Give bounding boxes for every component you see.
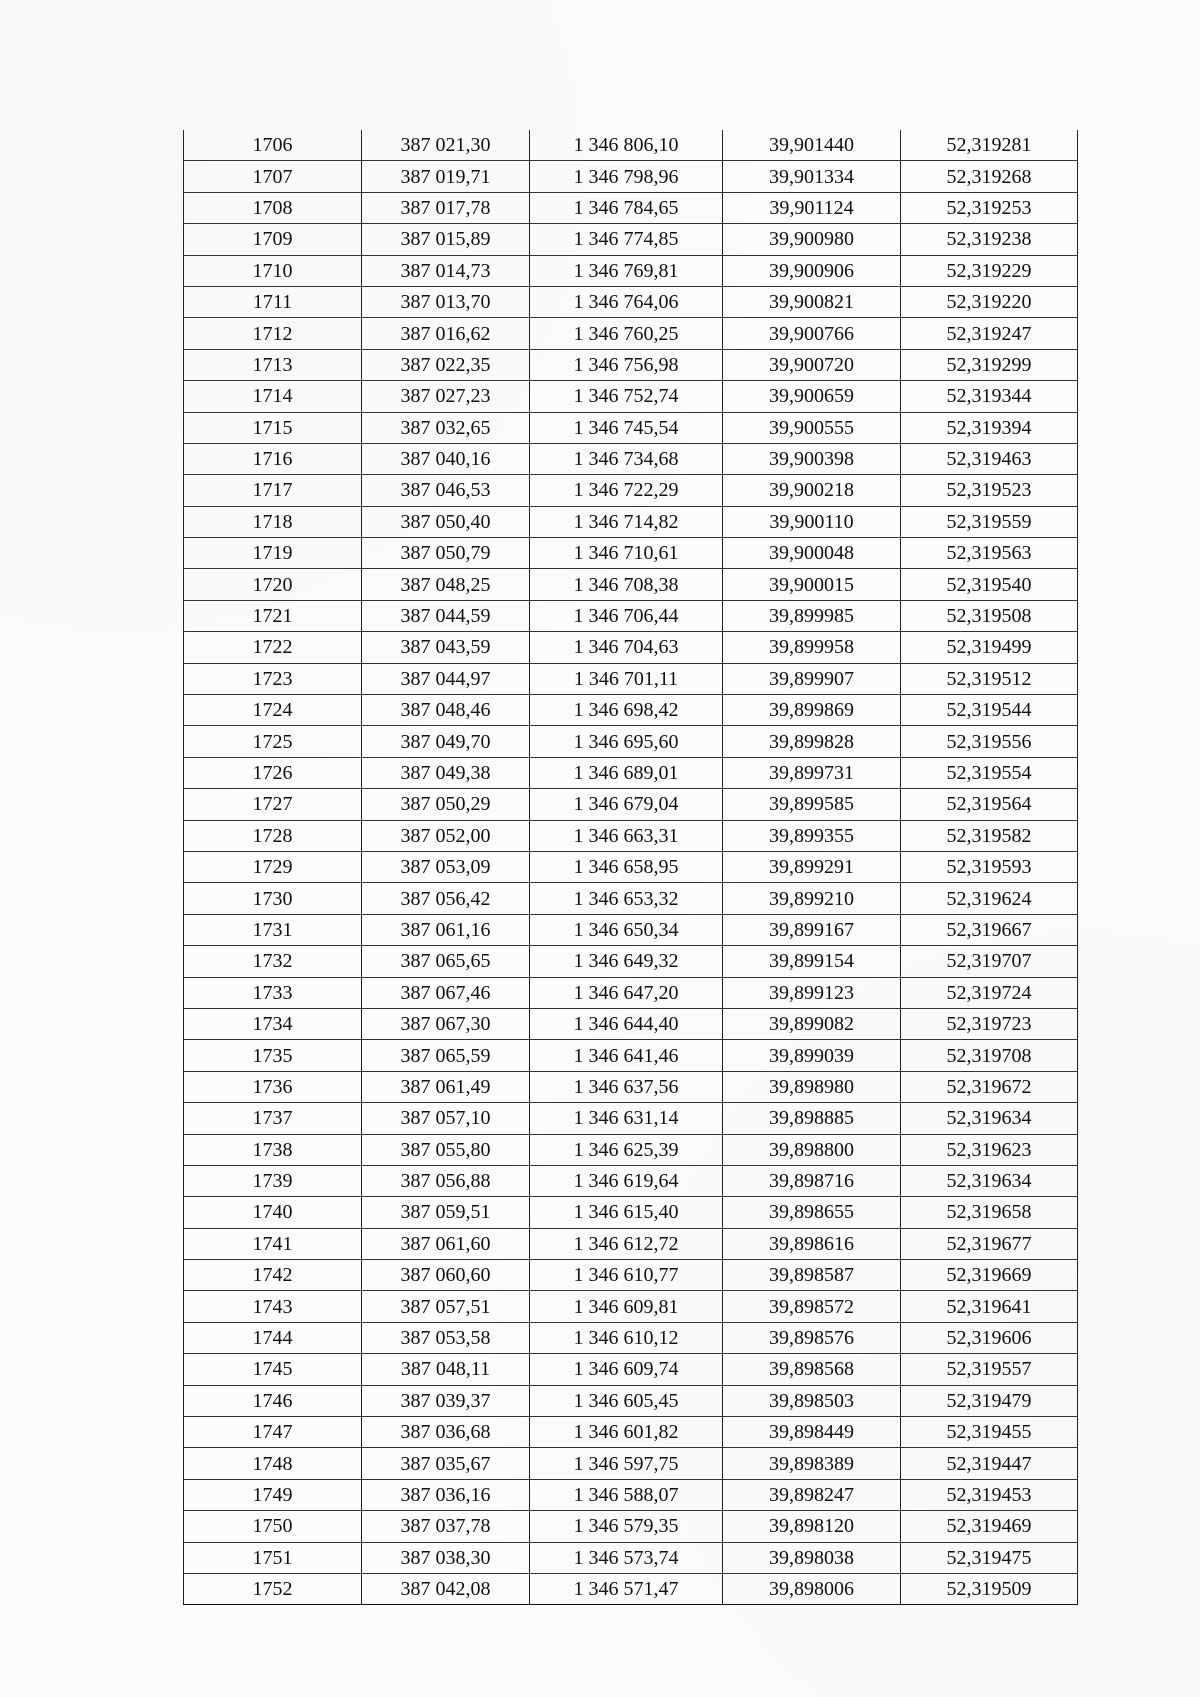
point-number-cell: 1739: [184, 1165, 362, 1196]
x-coordinate-cell: 387 044,97: [362, 663, 530, 694]
x-coordinate-cell: 387 015,89: [362, 224, 530, 255]
longitude-cell: 39,898655: [723, 1197, 901, 1228]
table-row: [184, 1322, 1078, 1353]
x-coordinate-cell: 387 050,79: [362, 538, 530, 569]
longitude-cell: 39,900048: [723, 538, 901, 569]
y-coordinate-cell: 1 346 722,29: [530, 475, 723, 506]
longitude-cell: 39,901440: [723, 130, 901, 161]
latitude-cell: 52,319582: [901, 820, 1078, 851]
table-row: [184, 632, 1078, 663]
latitude-cell: 52,319463: [901, 443, 1078, 474]
y-coordinate-cell: 1 346 631,14: [530, 1103, 723, 1134]
point-number-cell: 1752: [184, 1573, 362, 1604]
longitude-cell: 39,899869: [723, 695, 901, 726]
table-row: [184, 883, 1078, 914]
latitude-cell: 52,319509: [901, 1573, 1078, 1604]
table-row: [184, 318, 1078, 349]
point-number-cell: 1743: [184, 1291, 362, 1322]
x-coordinate-cell: 387 056,88: [362, 1165, 530, 1196]
latitude-cell: 52,319593: [901, 851, 1078, 882]
table-row: [184, 1008, 1078, 1039]
table-row: [184, 1417, 1078, 1448]
x-coordinate-cell: 387 027,23: [362, 381, 530, 412]
y-coordinate-cell: 1 346 714,82: [530, 506, 723, 537]
table-row: [184, 349, 1078, 380]
y-coordinate-cell: 1 346 689,01: [530, 757, 723, 788]
latitude-cell: 52,319512: [901, 663, 1078, 694]
point-number-cell: 1718: [184, 506, 362, 537]
y-coordinate-cell: 1 346 806,10: [530, 130, 723, 161]
y-coordinate-cell: 1 346 601,82: [530, 1417, 723, 1448]
x-coordinate-cell: 387 039,37: [362, 1385, 530, 1416]
point-number-cell: 1724: [184, 695, 362, 726]
y-coordinate-cell: 1 346 625,39: [530, 1134, 723, 1165]
table-row: [184, 224, 1078, 255]
longitude-cell: 39,900110: [723, 506, 901, 537]
point-number-cell: 1741: [184, 1228, 362, 1259]
x-coordinate-cell: 387 050,29: [362, 789, 530, 820]
latitude-cell: 52,319634: [901, 1103, 1078, 1134]
latitude-cell: 52,319634: [901, 1165, 1078, 1196]
table-row: [184, 569, 1078, 600]
point-number-cell: 1716: [184, 443, 362, 474]
table-row: [184, 475, 1078, 506]
x-coordinate-cell: 387 042,08: [362, 1573, 530, 1604]
point-number-cell: 1737: [184, 1103, 362, 1134]
y-coordinate-cell: 1 346 597,75: [530, 1448, 723, 1479]
point-number-cell: 1733: [184, 977, 362, 1008]
y-coordinate-cell: 1 346 760,25: [530, 318, 723, 349]
coordinates-table-body: [184, 130, 1078, 1605]
y-coordinate-cell: 1 346 605,45: [530, 1385, 723, 1416]
longitude-cell: 39,901124: [723, 192, 901, 223]
point-number-cell: 1742: [184, 1260, 362, 1291]
x-coordinate-cell: 387 022,35: [362, 349, 530, 380]
longitude-cell: 39,900766: [723, 318, 901, 349]
point-number-cell: 1725: [184, 726, 362, 757]
table-row: [184, 757, 1078, 788]
table-row: [184, 600, 1078, 631]
longitude-cell: 39,900218: [723, 475, 901, 506]
y-coordinate-cell: 1 346 679,04: [530, 789, 723, 820]
x-coordinate-cell: 387 036,16: [362, 1479, 530, 1510]
x-coordinate-cell: 387 060,60: [362, 1260, 530, 1291]
y-coordinate-cell: 1 346 695,60: [530, 726, 723, 757]
point-number-cell: 1726: [184, 757, 362, 788]
latitude-cell: 52,319247: [901, 318, 1078, 349]
x-coordinate-cell: 387 040,16: [362, 443, 530, 474]
latitude-cell: 52,319554: [901, 757, 1078, 788]
longitude-cell: 39,898616: [723, 1228, 901, 1259]
point-number-cell: 1744: [184, 1322, 362, 1353]
x-coordinate-cell: 387 019,71: [362, 161, 530, 192]
table-row: [184, 1071, 1078, 1102]
point-number-cell: 1750: [184, 1511, 362, 1542]
latitude-cell: 52,319623: [901, 1134, 1078, 1165]
point-number-cell: 1751: [184, 1542, 362, 1573]
table-row: [184, 130, 1078, 161]
table-row: [184, 1573, 1078, 1604]
x-coordinate-cell: 387 067,30: [362, 1008, 530, 1039]
longitude-cell: 39,899082: [723, 1008, 901, 1039]
y-coordinate-cell: 1 346 769,81: [530, 255, 723, 286]
longitude-cell: 39,898389: [723, 1448, 901, 1479]
x-coordinate-cell: 387 035,67: [362, 1448, 530, 1479]
y-coordinate-cell: 1 346 641,46: [530, 1040, 723, 1071]
latitude-cell: 52,319669: [901, 1260, 1078, 1291]
latitude-cell: 52,319624: [901, 883, 1078, 914]
point-number-cell: 1747: [184, 1417, 362, 1448]
table-row: [184, 1040, 1078, 1071]
point-number-cell: 1712: [184, 318, 362, 349]
x-coordinate-cell: 387 050,40: [362, 506, 530, 537]
y-coordinate-cell: 1 346 588,07: [530, 1479, 723, 1510]
coordinates-table: [183, 130, 1078, 1605]
x-coordinate-cell: 387 065,65: [362, 946, 530, 977]
point-number-cell: 1715: [184, 412, 362, 443]
y-coordinate-cell: 1 346 647,20: [530, 977, 723, 1008]
longitude-cell: 39,899167: [723, 914, 901, 945]
table-row: [184, 381, 1078, 412]
latitude-cell: 52,319724: [901, 977, 1078, 1008]
x-coordinate-cell: 387 048,11: [362, 1354, 530, 1385]
y-coordinate-cell: 1 346 706,44: [530, 600, 723, 631]
latitude-cell: 52,319564: [901, 789, 1078, 820]
table-row: [184, 820, 1078, 851]
point-number-cell: 1711: [184, 286, 362, 317]
table-row: [184, 192, 1078, 223]
table-row: [184, 663, 1078, 694]
point-number-cell: 1714: [184, 381, 362, 412]
y-coordinate-cell: 1 346 745,54: [530, 412, 723, 443]
longitude-cell: 39,899731: [723, 757, 901, 788]
longitude-cell: 39,899907: [723, 663, 901, 694]
table-row: [184, 412, 1078, 443]
x-coordinate-cell: 387 057,10: [362, 1103, 530, 1134]
table-row: [184, 946, 1078, 977]
longitude-cell: 39,899210: [723, 883, 901, 914]
table-row: [184, 1385, 1078, 1416]
point-number-cell: 1708: [184, 192, 362, 223]
point-number-cell: 1748: [184, 1448, 362, 1479]
longitude-cell: 39,900980: [723, 224, 901, 255]
table-row: [184, 255, 1078, 286]
longitude-cell: 39,898568: [723, 1354, 901, 1385]
latitude-cell: 52,319508: [901, 600, 1078, 631]
x-coordinate-cell: 387 059,51: [362, 1197, 530, 1228]
latitude-cell: 52,319641: [901, 1291, 1078, 1322]
table-row: [184, 851, 1078, 882]
point-number-cell: 1717: [184, 475, 362, 506]
latitude-cell: 52,319253: [901, 192, 1078, 223]
point-number-cell: 1723: [184, 663, 362, 694]
y-coordinate-cell: 1 346 609,81: [530, 1291, 723, 1322]
longitude-cell: 39,898716: [723, 1165, 901, 1196]
point-number-cell: 1721: [184, 600, 362, 631]
x-coordinate-cell: 387 056,42: [362, 883, 530, 914]
point-number-cell: 1735: [184, 1040, 362, 1071]
table-row: [184, 1165, 1078, 1196]
longitude-cell: 39,900015: [723, 569, 901, 600]
point-number-cell: 1706: [184, 130, 362, 161]
x-coordinate-cell: 387 021,30: [362, 130, 530, 161]
latitude-cell: 52,319707: [901, 946, 1078, 977]
y-coordinate-cell: 1 346 612,72: [530, 1228, 723, 1259]
latitude-cell: 52,319469: [901, 1511, 1078, 1542]
table-row: [184, 443, 1078, 474]
point-number-cell: 1722: [184, 632, 362, 663]
latitude-cell: 52,319479: [901, 1385, 1078, 1416]
latitude-cell: 52,319606: [901, 1322, 1078, 1353]
longitude-cell: 39,899154: [723, 946, 901, 977]
y-coordinate-cell: 1 346 798,96: [530, 161, 723, 192]
latitude-cell: 52,319540: [901, 569, 1078, 600]
x-coordinate-cell: 387 065,59: [362, 1040, 530, 1071]
latitude-cell: 52,319667: [901, 914, 1078, 945]
point-number-cell: 1740: [184, 1197, 362, 1228]
x-coordinate-cell: 387 048,46: [362, 695, 530, 726]
y-coordinate-cell: 1 346 752,74: [530, 381, 723, 412]
x-coordinate-cell: 387 061,16: [362, 914, 530, 945]
longitude-cell: 39,898503: [723, 1385, 901, 1416]
y-coordinate-cell: 1 346 619,64: [530, 1165, 723, 1196]
table-row: [184, 1511, 1078, 1542]
point-number-cell: 1729: [184, 851, 362, 882]
latitude-cell: 52,319672: [901, 1071, 1078, 1102]
point-number-cell: 1731: [184, 914, 362, 945]
table-row: [184, 1291, 1078, 1322]
point-number-cell: 1749: [184, 1479, 362, 1510]
x-coordinate-cell: 387 032,65: [362, 412, 530, 443]
y-coordinate-cell: 1 346 658,95: [530, 851, 723, 882]
table-row: [184, 506, 1078, 537]
longitude-cell: 39,901334: [723, 161, 901, 192]
longitude-cell: 39,900555: [723, 412, 901, 443]
latitude-cell: 52,319475: [901, 1542, 1078, 1573]
x-coordinate-cell: 387 055,80: [362, 1134, 530, 1165]
longitude-cell: 39,900720: [723, 349, 901, 380]
table-row: [184, 286, 1078, 317]
latitude-cell: 52,319281: [901, 130, 1078, 161]
y-coordinate-cell: 1 346 701,11: [530, 663, 723, 694]
table-row: [184, 726, 1078, 757]
point-number-cell: 1732: [184, 946, 362, 977]
latitude-cell: 52,319499: [901, 632, 1078, 663]
longitude-cell: 39,898120: [723, 1511, 901, 1542]
latitude-cell: 52,319677: [901, 1228, 1078, 1259]
latitude-cell: 52,319563: [901, 538, 1078, 569]
longitude-cell: 39,898800: [723, 1134, 901, 1165]
x-coordinate-cell: 387 017,78: [362, 192, 530, 223]
point-number-cell: 1736: [184, 1071, 362, 1102]
table-row: [184, 1228, 1078, 1259]
x-coordinate-cell: 387 014,73: [362, 255, 530, 286]
longitude-cell: 39,898576: [723, 1322, 901, 1353]
x-coordinate-cell: 387 049,38: [362, 757, 530, 788]
latitude-cell: 52,319708: [901, 1040, 1078, 1071]
x-coordinate-cell: 387 067,46: [362, 977, 530, 1008]
longitude-cell: 39,899958: [723, 632, 901, 663]
y-coordinate-cell: 1 346 774,85: [530, 224, 723, 255]
y-coordinate-cell: 1 346 649,32: [530, 946, 723, 977]
longitude-cell: 39,899355: [723, 820, 901, 851]
x-coordinate-cell: 387 048,25: [362, 569, 530, 600]
point-number-cell: 1730: [184, 883, 362, 914]
x-coordinate-cell: 387 061,49: [362, 1071, 530, 1102]
longitude-cell: 39,898247: [723, 1479, 901, 1510]
point-number-cell: 1745: [184, 1354, 362, 1385]
y-coordinate-cell: 1 346 756,98: [530, 349, 723, 380]
x-coordinate-cell: 387 036,68: [362, 1417, 530, 1448]
point-number-cell: 1709: [184, 224, 362, 255]
latitude-cell: 52,319447: [901, 1448, 1078, 1479]
x-coordinate-cell: 387 049,70: [362, 726, 530, 757]
point-number-cell: 1719: [184, 538, 362, 569]
x-coordinate-cell: 387 053,09: [362, 851, 530, 882]
longitude-cell: 39,898449: [723, 1417, 901, 1448]
point-number-cell: 1738: [184, 1134, 362, 1165]
longitude-cell: 39,899123: [723, 977, 901, 1008]
x-coordinate-cell: 387 046,53: [362, 475, 530, 506]
table-row: [184, 538, 1078, 569]
y-coordinate-cell: 1 346 784,65: [530, 192, 723, 223]
y-coordinate-cell: 1 346 710,61: [530, 538, 723, 569]
x-coordinate-cell: 387 061,60: [362, 1228, 530, 1259]
point-number-cell: 1746: [184, 1385, 362, 1416]
latitude-cell: 52,319220: [901, 286, 1078, 317]
longitude-cell: 39,899985: [723, 600, 901, 631]
longitude-cell: 39,899039: [723, 1040, 901, 1071]
x-coordinate-cell: 387 052,00: [362, 820, 530, 851]
x-coordinate-cell: 387 044,59: [362, 600, 530, 631]
table-row: [184, 789, 1078, 820]
y-coordinate-cell: 1 346 615,40: [530, 1197, 723, 1228]
latitude-cell: 52,319557: [901, 1354, 1078, 1385]
y-coordinate-cell: 1 346 708,38: [530, 569, 723, 600]
latitude-cell: 52,319556: [901, 726, 1078, 757]
latitude-cell: 52,319559: [901, 506, 1078, 537]
y-coordinate-cell: 1 346 609,74: [530, 1354, 723, 1385]
table-row: [184, 1354, 1078, 1385]
point-number-cell: 1707: [184, 161, 362, 192]
y-coordinate-cell: 1 346 644,40: [530, 1008, 723, 1039]
longitude-cell: 39,898980: [723, 1071, 901, 1102]
longitude-cell: 39,898587: [723, 1260, 901, 1291]
table-row: [184, 1479, 1078, 1510]
point-number-cell: 1727: [184, 789, 362, 820]
longitude-cell: 39,899585: [723, 789, 901, 820]
latitude-cell: 52,319453: [901, 1479, 1078, 1510]
y-coordinate-cell: 1 346 764,06: [530, 286, 723, 317]
latitude-cell: 52,319229: [901, 255, 1078, 286]
latitude-cell: 52,319238: [901, 224, 1078, 255]
latitude-cell: 52,319723: [901, 1008, 1078, 1039]
longitude-cell: 39,900821: [723, 286, 901, 317]
latitude-cell: 52,319394: [901, 412, 1078, 443]
point-number-cell: 1713: [184, 349, 362, 380]
x-coordinate-cell: 387 016,62: [362, 318, 530, 349]
longitude-cell: 39,900906: [723, 255, 901, 286]
point-number-cell: 1728: [184, 820, 362, 851]
y-coordinate-cell: 1 346 573,74: [530, 1542, 723, 1573]
y-coordinate-cell: 1 346 610,12: [530, 1322, 723, 1353]
latitude-cell: 52,319523: [901, 475, 1078, 506]
longitude-cell: 39,900659: [723, 381, 901, 412]
y-coordinate-cell: 1 346 734,68: [530, 443, 723, 474]
table-row: [184, 1260, 1078, 1291]
table-row: [184, 695, 1078, 726]
latitude-cell: 52,319299: [901, 349, 1078, 380]
y-coordinate-cell: 1 346 653,32: [530, 883, 723, 914]
point-number-cell: 1710: [184, 255, 362, 286]
y-coordinate-cell: 1 346 579,35: [530, 1511, 723, 1542]
x-coordinate-cell: 387 037,78: [362, 1511, 530, 1542]
x-coordinate-cell: 387 053,58: [362, 1322, 530, 1353]
x-coordinate-cell: 387 043,59: [362, 632, 530, 663]
longitude-cell: 39,900398: [723, 443, 901, 474]
table-row: [184, 161, 1078, 192]
x-coordinate-cell: 387 057,51: [362, 1291, 530, 1322]
table-row: [184, 977, 1078, 1008]
y-coordinate-cell: 1 346 704,63: [530, 632, 723, 663]
table-row: [184, 1103, 1078, 1134]
y-coordinate-cell: 1 346 663,31: [530, 820, 723, 851]
point-number-cell: 1734: [184, 1008, 362, 1039]
longitude-cell: 39,898006: [723, 1573, 901, 1604]
longitude-cell: 39,899828: [723, 726, 901, 757]
table-row: [184, 1542, 1078, 1573]
y-coordinate-cell: 1 346 610,77: [530, 1260, 723, 1291]
table-row: [184, 1448, 1078, 1479]
latitude-cell: 52,319268: [901, 161, 1078, 192]
x-coordinate-cell: 387 038,30: [362, 1542, 530, 1573]
point-number-cell: 1720: [184, 569, 362, 600]
longitude-cell: 39,898885: [723, 1103, 901, 1134]
x-coordinate-cell: 387 013,70: [362, 286, 530, 317]
latitude-cell: 52,319455: [901, 1417, 1078, 1448]
y-coordinate-cell: 1 346 650,34: [530, 914, 723, 945]
latitude-cell: 52,319658: [901, 1197, 1078, 1228]
table-row: [184, 1197, 1078, 1228]
y-coordinate-cell: 1 346 571,47: [530, 1573, 723, 1604]
latitude-cell: 52,319344: [901, 381, 1078, 412]
y-coordinate-cell: 1 346 637,56: [530, 1071, 723, 1102]
longitude-cell: 39,898572: [723, 1291, 901, 1322]
table-row: [184, 1134, 1078, 1165]
longitude-cell: 39,898038: [723, 1542, 901, 1573]
latitude-cell: 52,319544: [901, 695, 1078, 726]
y-coordinate-cell: 1 346 698,42: [530, 695, 723, 726]
longitude-cell: 39,899291: [723, 851, 901, 882]
table-row: [184, 914, 1078, 945]
